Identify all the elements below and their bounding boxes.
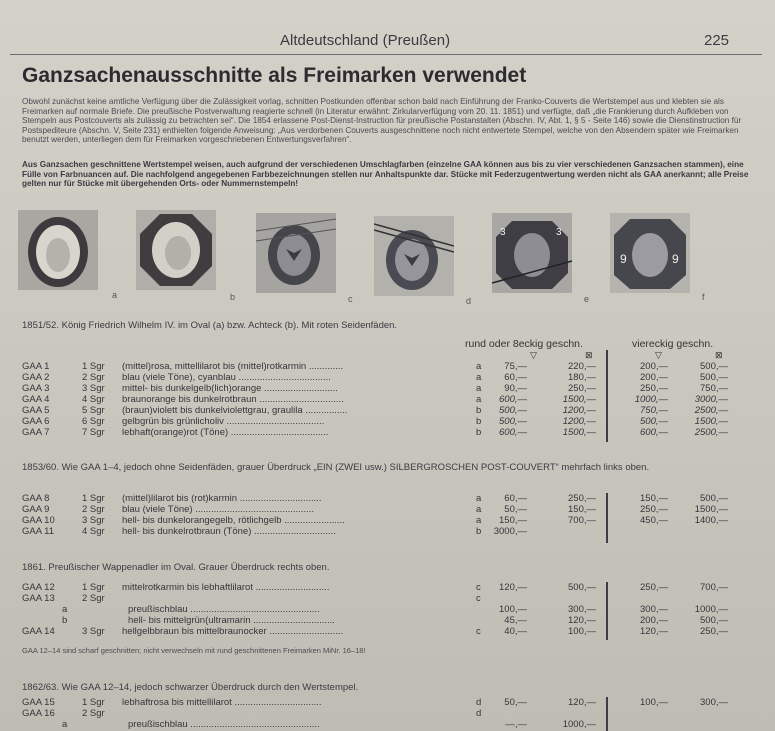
catalog-number: GAA 10	[22, 515, 55, 526]
stamp-type: c	[476, 593, 481, 604]
stamp-illustration-b	[136, 210, 216, 290]
header-rule	[10, 54, 762, 55]
color-description: (mittel)lilarot bis (rot)karmin ...............................	[122, 493, 322, 504]
price-round-cover: 1000,—	[562, 719, 596, 730]
column-divider	[606, 697, 608, 731]
color-description: blau (viele Töne), cyanblau ...................................	[122, 372, 331, 383]
price-square-loose: 120,—	[640, 626, 668, 637]
price-round-cover: 500,—	[568, 582, 596, 593]
color-description: hell- bis mittelgrün(ultramarin ...............................	[128, 615, 335, 626]
value-denomination: 4 Sgr	[82, 394, 105, 405]
catalog-number: GAA 14	[22, 626, 55, 637]
section-note-1861: GAA 12–14 sind scharf geschnitten; nicht verwechseln mit rund geschnittenen Freimarken MiNr. 16–18!	[22, 646, 366, 655]
price-round-cover: 120,—	[568, 615, 596, 626]
stamp-illustration-d	[374, 216, 454, 296]
page-number: 225	[704, 32, 730, 49]
price-square-cover: 500,—	[700, 372, 728, 383]
price-round-loose: 120,—	[499, 582, 527, 593]
price-round-loose: 100,—	[499, 604, 527, 615]
catalog-number: GAA 1	[22, 361, 50, 372]
price-square-loose: 200,—	[640, 361, 668, 372]
price-square-loose: 250,—	[640, 582, 668, 593]
catalog-number: GAA 16	[22, 708, 55, 719]
price-square-cover: 2500,—	[694, 427, 728, 438]
price-round-loose: 500,—	[499, 416, 527, 427]
price-round-cover: 700,—	[568, 515, 596, 526]
value-denomination: 1 Sgr	[82, 493, 105, 504]
price-square-cover: 500,—	[700, 361, 728, 372]
stamp-label-d: d	[466, 296, 472, 306]
value-denomination: 4 Sgr	[82, 526, 105, 537]
price-square-cover: 1400,—	[694, 515, 728, 526]
price-round-cover: 1200,—	[562, 405, 596, 416]
svg-text:3: 3	[500, 227, 506, 238]
stamp-type: a	[476, 493, 482, 504]
color-description: mittelrotkarmin bis lebhaftlilarot ............................	[122, 582, 330, 593]
section-heading-1861: 1861. Preußischer Wappenadler im Oval. Grauer Überdruck rechts oben.	[22, 562, 330, 573]
price-round-loose: 3000,—	[493, 526, 527, 537]
color-description: gelbgrün bis grünlicholiv .....................................	[122, 416, 325, 427]
catalog-number: GAA 8	[22, 493, 50, 504]
price-square-cover: 1500,—	[694, 504, 728, 515]
price-round-loose: 60,—	[504, 493, 527, 504]
price-round-loose: —,—	[505, 719, 527, 730]
color-description: (braun)violett bis dunkelviolettgrau, graulila ................	[122, 405, 348, 416]
value-denomination: 3 Sgr	[82, 515, 105, 526]
price-square-loose: 200,—	[640, 372, 668, 383]
stamp-label-e: e	[584, 294, 590, 304]
price-square-loose: 1000,—	[634, 394, 668, 405]
catalog-number: GAA 15	[22, 697, 55, 708]
catalog-number: a	[62, 719, 68, 730]
price-square-loose: 750,—	[640, 405, 668, 416]
value-denomination: 2 Sgr	[82, 372, 105, 383]
price-square-cover: 500,—	[700, 615, 728, 626]
price-square-loose: 150,—	[640, 493, 668, 504]
column-header-round: rund oder 8eckig geschn.	[465, 338, 583, 350]
stamp-type: c	[476, 626, 481, 637]
price-square-loose: 250,—	[640, 383, 668, 394]
loose-stamp-icon: ▽	[530, 350, 537, 360]
value-denomination: 3 Sgr	[82, 383, 105, 394]
cover-icon: ⊠	[715, 350, 723, 360]
value-denomination: 5 Sgr	[82, 405, 105, 416]
catalog-number: GAA 13	[22, 593, 55, 604]
svg-text:3: 3	[556, 227, 562, 238]
price-square-loose: 600,—	[640, 427, 668, 438]
price-square-cover: 2500,—	[694, 405, 728, 416]
stamp-type: b	[476, 416, 482, 427]
price-square-cover: 1500,—	[694, 416, 728, 427]
stamp-illustration-e	[492, 213, 572, 293]
intro-bold-paragraph: Aus Ganzsachen geschnittene Wertstempel weisen, auch aufgrund der verschiedenen Umschlagfarben (einzelne GAA können aus bis zu vier verschiedenen Ganzsachen stammen), eine Fülle von Farbnuancen auf. Die nachfolgend angegebenen Farbbezeichnungen stellen nur Anhaltspunkte dar. Stücke mit Federzugentwertung werden nicht als GAA anerkannt; alle Preise gelten nur für Stücke mit übergehenden Orts- oder Nummernstempeln!	[22, 160, 749, 189]
color-description: preußischblau .................................................	[128, 719, 320, 730]
price-square-cover: 750,—	[700, 383, 728, 394]
loose-stamp-icon: ▽	[655, 350, 662, 360]
price-round-cover: 150,—	[568, 504, 596, 515]
price-round-loose: 50,—	[504, 504, 527, 515]
price-round-cover: 1500,—	[562, 394, 596, 405]
stamp-type: b	[476, 526, 482, 537]
value-denomination: 2 Sgr	[82, 593, 105, 604]
price-square-loose: 300,—	[640, 604, 668, 615]
color-description: hell- bis dunkelrotbraun (Töne) ...............................	[122, 526, 336, 537]
price-square-loose: 100,—	[640, 697, 668, 708]
catalog-number: GAA 5	[22, 405, 50, 416]
catalog-number: GAA 7	[22, 427, 50, 438]
stamp-label-b: b	[230, 292, 236, 302]
stamp-type: b	[476, 427, 482, 438]
running-header: Altdeutschland (Preußen)	[280, 32, 451, 49]
price-round-loose: 600,—	[499, 394, 527, 405]
price-round-loose: 150,—	[499, 515, 527, 526]
catalog-number: b	[62, 615, 68, 626]
value-denomination: 1 Sgr	[82, 697, 105, 708]
price-round-cover: 300,—	[568, 604, 596, 615]
section-title: Ganzsachenausschnitte als Freimarken verwendet	[22, 64, 527, 87]
section-heading-1853: 1853/60. Wie GAA 1–4, jedoch ohne Seidenfäden, grauer Überdruck „EIN (ZWEI usw.) SILBERGROSCHEN POST-COUVERT“ mehrfach links oben.	[22, 462, 650, 473]
stamp-illustration-c	[256, 213, 336, 293]
price-round-cover: 100,—	[568, 626, 596, 637]
color-description: braunorange bis dunkelrotbraun ................................	[122, 394, 344, 405]
value-denomination: 6 Sgr	[82, 416, 105, 427]
color-description: lebhaft(orange)rot (Töne) .....................................	[122, 427, 329, 438]
color-description: preußischblau .................................................	[128, 604, 320, 615]
price-round-loose: 75,—	[504, 361, 527, 372]
price-round-loose: 500,—	[499, 405, 527, 416]
column-divider	[606, 582, 608, 640]
stamp-label-f: f	[702, 292, 705, 302]
value-denomination: 2 Sgr	[82, 504, 105, 515]
column-divider	[606, 350, 608, 442]
price-square-cover: 500,—	[700, 493, 728, 504]
price-square-cover: 300,—	[700, 697, 728, 708]
cover-icon: ⊠	[585, 350, 593, 360]
color-description: blau (viele Töne) .............................................	[122, 504, 314, 515]
price-round-loose: 45,—	[504, 615, 527, 626]
column-header-square: viereckig geschn.	[632, 338, 714, 350]
stamp-type: d	[476, 697, 482, 708]
price-square-loose: 500,—	[640, 416, 668, 427]
price-round-loose: 50,—	[504, 697, 527, 708]
price-square-cover: 1000,—	[694, 604, 728, 615]
price-round-cover: 1500,—	[562, 427, 596, 438]
stamp-type: c	[476, 582, 481, 593]
catalog-number: GAA 6	[22, 416, 50, 427]
price-square-cover: 3000,—	[694, 394, 728, 405]
stamp-label-a: a	[112, 290, 118, 300]
price-square-loose: 450,—	[640, 515, 668, 526]
value-denomination: 3 Sgr	[82, 626, 105, 637]
color-description: hellgelbbraun bis mittelbraunocker ............................	[122, 626, 344, 637]
price-round-cover: 180,—	[568, 372, 596, 383]
stamp-type: a	[476, 504, 482, 515]
price-square-loose: 200,—	[640, 615, 668, 626]
catalog-number: GAA 9	[22, 504, 50, 515]
stamp-label-c: c	[348, 294, 353, 304]
catalog-number: GAA 2	[22, 372, 50, 383]
stamp-illustration-f	[610, 213, 690, 293]
stamp-illustration-a	[18, 210, 98, 290]
price-round-loose: 90,—	[504, 383, 527, 394]
price-round-loose: 60,—	[504, 372, 527, 383]
price-square-cover: 700,—	[700, 582, 728, 593]
value-denomination: 1 Sgr	[82, 582, 105, 593]
price-round-loose: 40,—	[504, 626, 527, 637]
section-heading-1851: 1851/52. König Friedrich Wilhelm IV. im Oval (a) bzw. Achteck (b). Mit roten Seidenfäden.	[22, 320, 398, 331]
svg-text:9: 9	[620, 252, 627, 266]
stamp-type: a	[476, 383, 482, 394]
price-round-cover: 220,—	[568, 361, 596, 372]
catalog-number: a	[62, 604, 68, 615]
stamp-type: d	[476, 708, 482, 719]
intro-paragraph: Obwohl zunächst keine amtliche Verfügung über die Zulässigkeit vorlag, schnitten Postkunden offenbar schon bald nach Einführung der Franko-Couverts die Wertstempel aus und klebten sie als Freimarken auf normale Briefe. Die preußische Postverwaltung reagierte schnell (in Literatur erwähnt: Zirkularverfügung vom 20. 11. 1851) und verfügte, daß „die Frankierung durch Aufkleben von Stempeln aus Postcouverts als zulässig zu betrachten sei“. Die 1854 erlassene Post-Dienst-Instruction für preußische Postanstalten (Abschn. IV, Abt. 1, § 5 - Seite 146) sowie die Dienstinstruction für Postspediteure (Abschn. V, Seite 231) enthielten folgende Anweisung: „Aus verdorbenen Couverts ausgeschnittene noch nicht entwertete Stempel, welche von den Absendern später wie Freimarken benutzt werden, unterliegen dem für Freimarken vorgeschriebenen Entwertungsverfahren“.	[22, 97, 742, 145]
svg-text:9: 9	[672, 252, 679, 266]
section-heading-1862: 1862/63. Wie GAA 12–14, jedoch schwarzer Überdruck durch den Wertstempel.	[22, 682, 359, 693]
price-round-cover: 250,—	[568, 383, 596, 394]
color-description: hell- bis dunkelorangegelb, rötlichgelb .......................	[122, 515, 345, 526]
price-square-cover: 250,—	[700, 626, 728, 637]
price-round-cover: 1200,—	[562, 416, 596, 427]
value-denomination: 7 Sgr	[82, 427, 105, 438]
price-square-loose: 250,—	[640, 504, 668, 515]
catalog-number: GAA 12	[22, 582, 55, 593]
price-round-cover: 120,—	[568, 697, 596, 708]
stamp-type: b	[476, 405, 482, 416]
catalog-number: GAA 4	[22, 394, 50, 405]
stamp-type: a	[476, 372, 482, 383]
color-description: (mittel)rosa, mittellilarot bis (mittel)rotkarmin .............	[122, 361, 344, 372]
catalog-number: GAA 11	[22, 526, 55, 537]
stamp-type: a	[476, 394, 482, 405]
price-round-loose: 600,—	[499, 427, 527, 438]
value-denomination: 1 Sgr	[82, 361, 105, 372]
catalog-number: GAA 3	[22, 383, 50, 394]
stamp-type: a	[476, 515, 482, 526]
price-round-cover: 250,—	[568, 493, 596, 504]
column-divider	[606, 493, 608, 543]
value-denomination: 2 Sgr	[82, 708, 105, 719]
color-description: mittel- bis dunkelgelb(lich)orange ............................	[122, 383, 338, 394]
stamp-type: a	[476, 361, 482, 372]
color-description: lebhaftrosa bis mittellilarot .................................	[122, 697, 322, 708]
